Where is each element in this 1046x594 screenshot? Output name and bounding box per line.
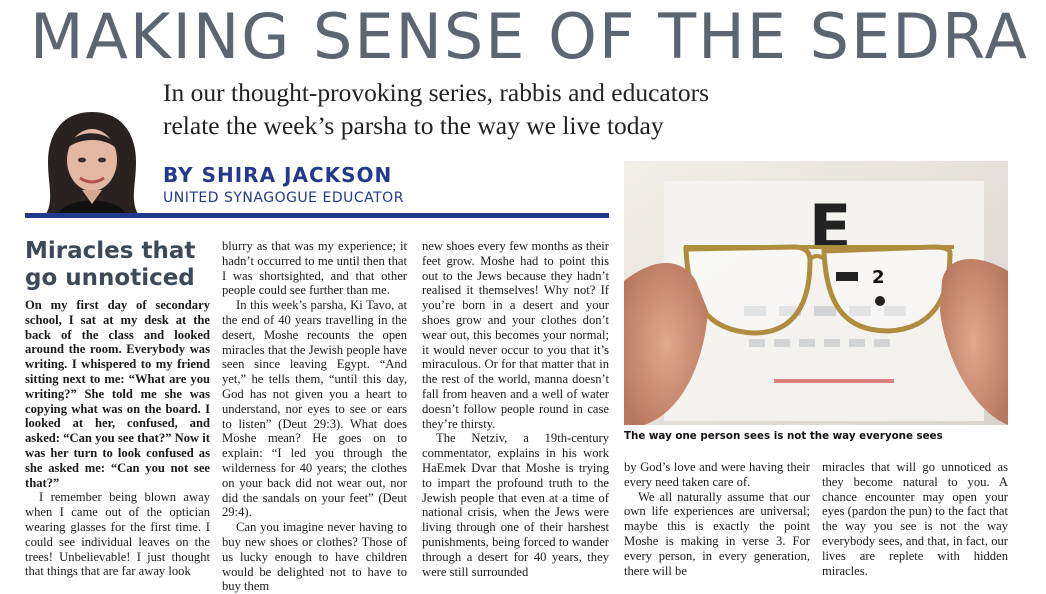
author-portrait: [32, 104, 152, 214]
paragraph: by God’s love and were having their every need taken care of.: [624, 460, 810, 489]
paragraph: Can you imagine never having to buy new shoes or clothes? Those of us lucky enough to have children would be delighted not to have to buy them: [222, 520, 407, 594]
column-2: [222, 239, 407, 594]
masthead-title: MAKING SENSE OF THE SEDRA: [30, 0, 1029, 73]
author-role: UNITED SYNAGOGUE EDUCATOR: [163, 190, 404, 206]
series-intro: [163, 76, 803, 142]
paragraph: In this week’s parsha, Ki Tavo, at the end of 40 years travelling in the desert, Moshe recounts the open miracles that the Jewish people have seen since leaving Egypt. “And yet,” he tells them, “until this day, God has not given you a heart to understand, nor eyes to see or ears to listen” (Deut 29:3). What does Moshe mean? He goes on to explain: “I led you through the wilderness for 40 years; the clothes on your back did not wear out, nor did the sandals on your feet” (Deut 29:4).: [222, 298, 407, 520]
intro-line-1: In our thought-provoking series, rabbis and educators: [163, 78, 709, 107]
intro-line-2: relate the week’s parsha to the way we live today: [163, 111, 664, 140]
byline-rule: [25, 213, 609, 218]
paragraph: miracles that will go unnoticed as they become natural to you. A chance encounter may open your eyes (pardon the pun) to the fact that the way you see is not the way everybody sees, and that, in fact, our lives are replete with hidden miracles.: [822, 460, 1008, 578]
chart-letter: E: [809, 191, 852, 264]
column-5: [822, 460, 1008, 578]
article-headline: Miracles that go unnoticed: [25, 238, 196, 291]
column-3: [422, 239, 609, 579]
paragraph: new shoes every few months as their feet grow. Moshe had to point this out to the Jews because they hadn’t realised it themselves! Why not? If you’re born in a desert and your shoes grow and your clothes don’t wear out, this becomes your normal; it would never occur to you that it’s miraculous. Or for that matter that in the rest of the world, manna doesn’t fall from heaven and a well of water doesn’t follow people round in case they’re thirsty.: [422, 239, 609, 431]
paragraph: The Netziv, a 19th-century commentator, explains in his work HaEmek Dvar that Moshe is trying to impart the profound truth to the Jewish people that even at a time of national crisis, when the Jews were living through one of their harshest punishments, being forced to wander through a desert for 40 years, they were still surrounded: [422, 431, 609, 579]
paragraph: blurry as that was my experience; it hadn’t occurred to me until then that I was shortsighted, and that other people could see further than me.: [222, 239, 407, 298]
eye-chart-photo: [624, 161, 1008, 425]
column-4: [624, 460, 810, 578]
paragraph: I remember being blown away when I came out of the optician wearing glasses for the first time. I could see individual leaves on the trees! Unbelievable! I just thought that things that are far away look: [25, 490, 210, 579]
lede-paragraph: On my first day of secondary school, I sat at my desk at the back of the class and looked around the room. Everybody was writing. I whispered to my friend sitting next to me: “What are you writing?” She told me she was copying what was on the board. I looked at her, confused, and asked: “Can you see that?” Now it was her turn to look confused as she asked me: “Can you not see that?”: [25, 298, 210, 490]
column-1: [25, 298, 210, 579]
photo-caption: The way one person sees is not the way everyone sees: [624, 430, 943, 442]
paragraph: We all naturally assume that our own life experiences are universal; maybe this is exactly the point Moshe is making in verse 3. For every person, in every generation, there will be: [624, 489, 810, 578]
author-byline: BY SHIRA JACKSON: [163, 163, 393, 187]
chart-digit: 2: [872, 267, 885, 288]
